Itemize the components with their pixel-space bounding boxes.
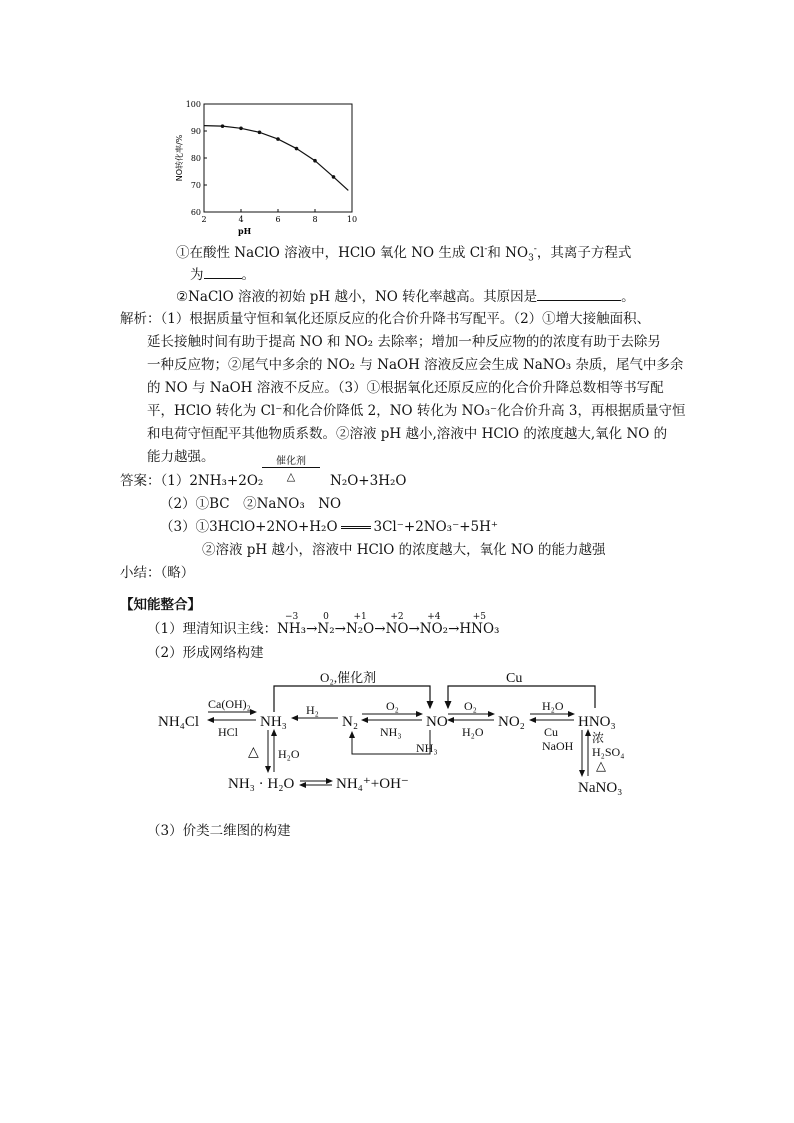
analysis-line-1: 解析：（1）根据质量守恒和氧化还原反应的化合价升降书写配平。（2）①增大接触面积、 bbox=[120, 311, 651, 327]
x-axis-label: pH bbox=[238, 226, 252, 236]
ammonium-hydroxide: NH₄⁺+OH⁻ bbox=[336, 776, 409, 792]
answer-2: （2）①BC ②NaNO₃ NO bbox=[160, 496, 342, 512]
answer-blank[interactable] bbox=[204, 264, 242, 279]
conc-label: 浓 bbox=[592, 731, 605, 745]
heat-symbol: △ bbox=[286, 470, 296, 483]
chain-species bbox=[345, 612, 375, 642]
nh3-label-bottom: NH₃ bbox=[416, 741, 438, 755]
data-point bbox=[276, 137, 280, 141]
catalyst-label: 催化剂 bbox=[276, 456, 306, 467]
h2o-label-b: H₂O bbox=[462, 725, 484, 739]
oxidation-number: +1 bbox=[353, 612, 367, 622]
analysis-line-5: 平，HClO 转化为 Cl⁻和化合价降低 2，NO 转化为 NO₃⁻化合价升高 3，再根据质量守恒 bbox=[147, 403, 686, 419]
n2: N₂ bbox=[342, 714, 359, 730]
chain-species bbox=[459, 612, 500, 642]
no: NO bbox=[426, 714, 448, 730]
cu-label: Cu bbox=[506, 671, 523, 686]
data-point bbox=[295, 147, 299, 151]
no-conversion-chart bbox=[168, 96, 368, 246]
question-2: ②NaClO 溶液的初始 pH 越小，NO 转化率越高。其原因是 。 bbox=[176, 284, 635, 310]
reaction-arrow-line bbox=[262, 467, 320, 468]
h2-label: H₂ bbox=[306, 703, 319, 717]
chain-species bbox=[277, 612, 307, 642]
data-point bbox=[239, 127, 243, 131]
plot-frame bbox=[204, 104, 352, 212]
answer-1-product: N₂O+3H₂O bbox=[330, 473, 407, 489]
chain-formula: N₂ bbox=[317, 621, 335, 637]
y-axis-label: NO转化率/% bbox=[175, 134, 184, 182]
caoh2-label: Ca(OH)₂ bbox=[208, 697, 251, 711]
hno3: HNO₃ bbox=[578, 714, 616, 730]
oxidation-number: 0 bbox=[323, 612, 329, 622]
nano3: NaNO₃ bbox=[578, 780, 623, 796]
loop-nh3-to-no bbox=[274, 686, 430, 712]
naoh-label: NaOH bbox=[542, 739, 574, 753]
series-line bbox=[204, 126, 348, 191]
h2o-label-v: H₂O bbox=[278, 747, 300, 761]
analysis-line-4: 的 NO 与 NaOH 溶液不反应。（3）①根据氧化还原反应的化合价升降总数相等书写配 bbox=[147, 380, 664, 396]
chain-arrow: → bbox=[306, 621, 318, 637]
answer-blank[interactable] bbox=[537, 286, 621, 301]
answer-1: 答案：（1）2NH₃+2O₂ bbox=[120, 473, 264, 489]
chain-arrow: → bbox=[334, 621, 346, 637]
chain-formula: NH₃ bbox=[277, 621, 307, 637]
nh3-h2o-equilibrium: NH₃ · H₂O bbox=[228, 776, 295, 792]
chain-arrow: → bbox=[448, 621, 460, 637]
y-tick-label: 70 bbox=[190, 181, 201, 190]
answer-3b: ②溶液 pH 越小，溶液中 HClO 的浓度越大，氧化 NO 的能力越强 bbox=[202, 542, 606, 558]
oxidation-number: −3 bbox=[284, 612, 299, 622]
nh4cl: NH₄Cl bbox=[158, 714, 200, 730]
summary: 小结：（略） bbox=[120, 565, 195, 581]
chain-species bbox=[419, 612, 449, 642]
section-title: 【知能整合】 bbox=[120, 597, 201, 613]
chain-formula: NO₂ bbox=[419, 621, 449, 637]
chain-arrow: → bbox=[374, 621, 386, 637]
heat-label-v: △ bbox=[248, 745, 259, 760]
item-3-label: （3）价类二维图的构建 bbox=[147, 823, 291, 839]
nh3: NH₃ bbox=[260, 714, 287, 730]
knowledge-chain: （1）理清知识主线： −3 NH₃→ 0 N₂→ +1 N₂O→ +2 NO→ +4 NO₂→ +5 HNO₃ bbox=[147, 616, 499, 642]
chain-arrow: → bbox=[408, 621, 420, 637]
y-tick-label: 90 bbox=[190, 127, 201, 136]
x-tick-label: 4 bbox=[238, 215, 244, 224]
heat-label: △ bbox=[596, 758, 606, 773]
data-point bbox=[258, 131, 262, 135]
nitrogen-network-diagram bbox=[150, 668, 650, 798]
chain-formula: NO bbox=[385, 621, 409, 637]
question-1: ①在酸性 NaClO 溶液中，HClO 氧化 NO 生成 Cl-和 $NO_3^-$，其离子方程式 bbox=[176, 244, 632, 264]
x-tick-label: 2 bbox=[201, 215, 207, 224]
analysis-line-3: 一种反应物；②尾气中多余的 NO₂ 与 NaOH 溶液反应会生成 NaNO₃ 杂质，尾气中多余 bbox=[147, 357, 684, 373]
no2: NO₂ bbox=[498, 714, 525, 730]
h2o-label-c: H₂O bbox=[542, 699, 564, 713]
y-tick-label: 60 bbox=[190, 208, 201, 217]
o2-label-a: O₂ bbox=[386, 699, 399, 713]
data-point bbox=[221, 124, 225, 128]
nh3-label-a: NH₃ bbox=[380, 725, 402, 739]
chain-formula: HNO₃ bbox=[459, 621, 500, 637]
answer-3: （3）①3HClO+2NO+H₂O 3Cl⁻+2NO₃⁻+5H⁺ bbox=[160, 519, 498, 535]
oxidation-number: +4 bbox=[427, 612, 441, 622]
chain-formula: N₂O bbox=[345, 621, 375, 637]
oxidation-number: +5 bbox=[472, 612, 487, 622]
equal-sign bbox=[341, 526, 371, 529]
o2-label-b: O₂ bbox=[464, 699, 477, 713]
cu-label-c: Cu bbox=[544, 725, 559, 739]
data-point bbox=[332, 175, 336, 179]
analysis-line-2: 延长接触时间有助于提高 NO 和 NO₂ 去除率；增加一种反应物的的浓度有助于去除另 bbox=[147, 334, 661, 350]
y-tick-label: 80 bbox=[190, 154, 201, 163]
hcl-label: HCl bbox=[218, 725, 239, 739]
o2-catalyst-label: O₂,催化剂 bbox=[320, 670, 377, 685]
oxidation-number: +2 bbox=[390, 612, 404, 622]
x-tick-label: 10 bbox=[346, 215, 358, 224]
analysis-line-6: 和电荷守恒配平其他物质系数。②溶液 pH 越小,溶液中 HClO 的浓度越大,氧化 NO 的 bbox=[147, 426, 668, 442]
chain-species bbox=[385, 612, 409, 642]
question-1-continued: 为 。 bbox=[190, 262, 255, 288]
data-point bbox=[313, 159, 317, 163]
h2so4-label: H₂SO₄ bbox=[592, 745, 625, 759]
analysis-line-7: 能力越强。 bbox=[147, 449, 215, 465]
x-tick-label: 8 bbox=[312, 215, 318, 224]
x-tick-label: 6 bbox=[275, 215, 281, 224]
item-2-label: （2）形成网络构建 bbox=[147, 645, 264, 661]
y-tick-label: 100 bbox=[185, 100, 201, 109]
chain-species bbox=[317, 612, 335, 642]
